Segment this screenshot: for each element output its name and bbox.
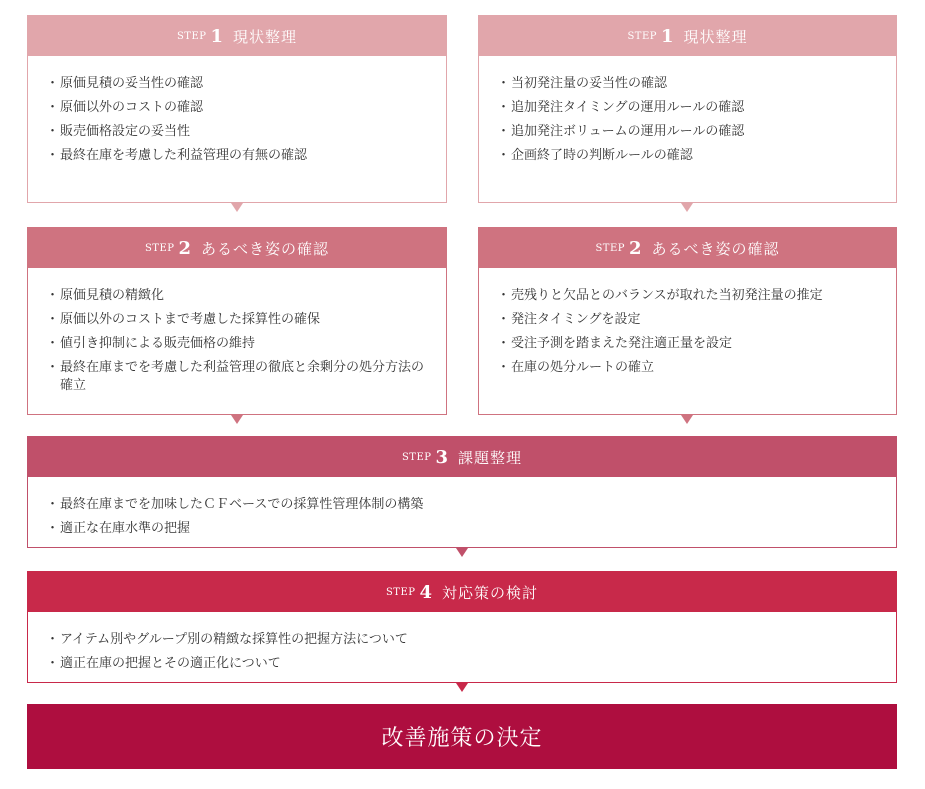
step-number: 4 [419,581,433,603]
list-item: ・ 原価見積の妥当性の確認 [46,76,204,91]
step2-right-header [479,228,896,268]
step-label: STEP [595,242,625,254]
step-label: STEP [176,30,207,42]
final-decision-label: 改善施策の決定 [381,726,543,751]
list-item: ・ 最終在庫までを加味したＣＦベースでの採算性管理体制の構築 [46,497,424,512]
down-arrow-icon [681,203,693,212]
step1-left-list [28,56,446,165]
list-item: ・ 原価以外のコストまで考慮した採算性の確保 [46,312,321,327]
step1-left-header [28,16,446,56]
down-arrow-icon [231,203,243,212]
step2-left-list [28,268,446,395]
step4-box [27,571,897,683]
final-decision-box [27,704,897,769]
step1-right-box [478,15,897,203]
step-number: 2 [178,237,192,259]
step-number: 3 [435,446,449,468]
list-item: ・ 当初発注量の妥当性の確認 [497,76,668,91]
step1-right-list [479,56,896,165]
step3-header [28,437,896,477]
step-number: 1 [210,25,224,47]
step-label: STEP [385,586,416,598]
step1-right-header [479,16,896,56]
list-item: ・ 販売価格設定の妥当性 [46,124,191,139]
step-title: 課題整理 [458,448,523,467]
list-item: ・ 値引き抑制による販売価格の維持 [46,336,256,351]
list-item: ・ 追加発注ボリュームの運用ルールの確認 [497,124,745,139]
down-arrow-icon [456,683,468,692]
list-item: ・ 原価以外のコストの確認 [46,100,204,115]
list-item: ・ 原価見積の精緻化 [46,288,165,303]
step-title: 対応策の検討 [442,583,539,602]
step-title: あるべき姿の確認 [201,239,330,258]
down-arrow-icon [231,415,243,424]
list-item: ・ 追加発注タイミングの運用ルールの確認 [497,100,745,115]
list-item: ・ 発注タイミングを設定 [497,312,641,327]
step-label: STEP [401,451,432,463]
step-label: STEP [144,242,175,254]
step2-left-box [27,227,447,415]
step-number: 1 [661,25,674,47]
step-title: 現状整理 [233,27,298,46]
step2-left-header [28,228,446,268]
list-item: ・ 売残りと欠品とのバランスが取れた当初発注量の推定 [497,288,823,303]
list-item: ・ 企画終了時の判断ルールの確認 [497,148,693,163]
list-item: ・ 最終在庫までを考慮した利益管理の徹底と余剰分の処分方法の確立 [46,360,425,393]
step4-list [28,612,896,673]
list-item: ・ 最終在庫を考慮した利益管理の有無の確認 [46,148,308,163]
step2-right-box [478,227,897,415]
list-item: ・ 適正な在庫水準の把握 [46,521,191,536]
list-item: ・ 在庫の処分ルートの確立 [497,360,655,375]
step-label: STEP [627,30,657,42]
down-arrow-icon [681,415,693,424]
step1-left-box [27,15,447,203]
step-title: 現状整理 [683,27,748,46]
step3-box [27,436,897,548]
list-item: ・ アイテム別やグループ別の精緻な採算性の把握方法について [46,632,408,647]
step4-header [28,572,896,612]
list-item: ・ 適正在庫の把握とその適正化について [46,656,281,671]
step-number: 2 [629,237,642,259]
step2-right-list [479,268,896,377]
list-item: ・ 受注予測を踏まえた発注適正量を設定 [497,336,733,351]
step3-list [28,477,896,538]
step-title: あるべき姿の確認 [651,239,780,258]
down-arrow-icon [456,548,468,557]
